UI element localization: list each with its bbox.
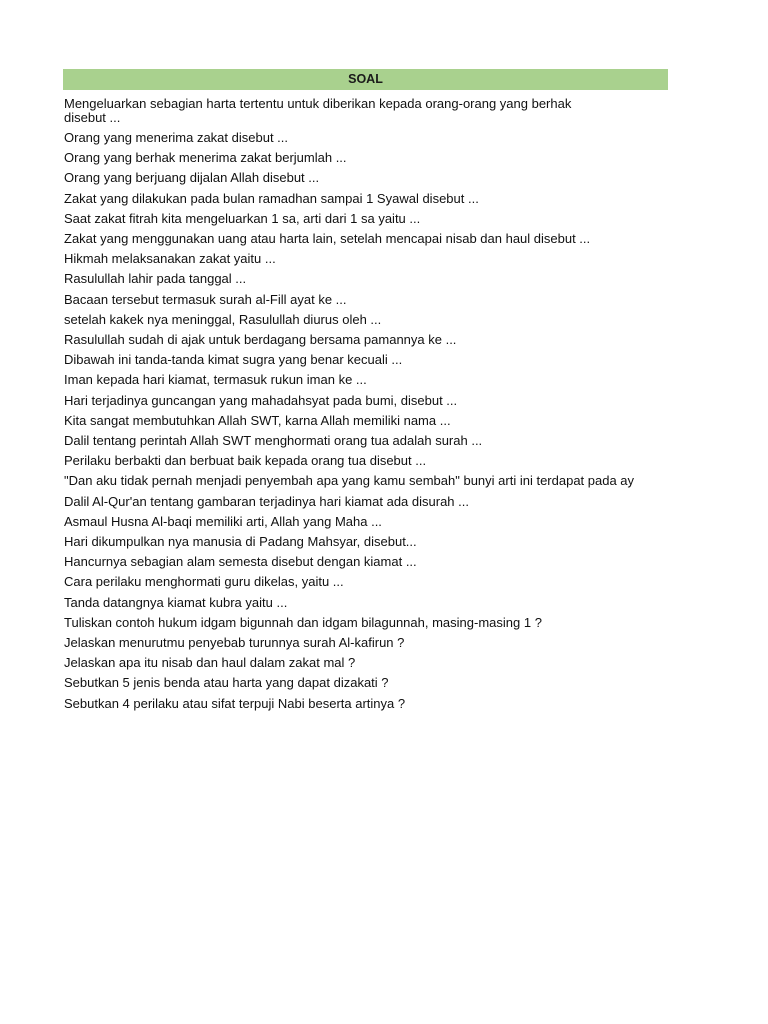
question-row: Bacaan tersebut termasuk surah al-Fill ayat ke ... (64, 291, 347, 307)
question-row: "Dan aku tidak pernah menjadi penyembah apa yang kamu sembah" bunyi arti ini terdapat pada ay (64, 473, 635, 489)
question-row: Zakat yang dilakukan pada bulan ramadhan sampai 1 Syawal disebut ... (64, 190, 479, 206)
question-row: Rasulullah lahir pada tanggal ... (64, 271, 247, 287)
question-row: Kita sangat membutuhkan Allah SWT, karna Allah memiliki nama ... (64, 412, 451, 428)
question-row: Tanda datangnya kiamat kubra yaitu ... (64, 594, 288, 610)
header-cell-soal: SOAL (63, 69, 668, 90)
question-row: Dibawah ini tanda-tanda kimat sugra yang benar kecuali ... (64, 352, 403, 368)
question-row: Iman kepada hari kiamat, termasuk rukun iman ke ... (64, 372, 367, 388)
question-row: Hari dikumpulkan nya manusia di Padang Mahsyar, disebut... (64, 534, 417, 550)
question-row: Saat zakat fitrah kita mengeluarkan 1 sa, arti dari 1 sa yaitu ... (64, 210, 421, 226)
question-row: Asmaul Husna Al-baqi memiliki arti, Allah yang Maha ... (64, 513, 382, 529)
question-row: Cara perilaku menghormati guru dikelas, yaitu ... (64, 574, 344, 590)
question-sheet (63, 69, 668, 714)
question-row: Dalil Al-Qur'an tentang gambaran terjadinya hari kiamat ada disurah ... (64, 493, 469, 509)
question-row: Mengeluarkan sebagian harta tertentu untuk diberikan kepada orang-orang yang berhak disebut ... (64, 96, 572, 125)
question-row: Hancurnya sebagian alam semesta disebut dengan kiamat ... (64, 554, 417, 570)
question-row: Orang yang berjuang dijalan Allah disebut ... (64, 170, 320, 186)
question-row: Tuliskan contoh hukum idgam bigunnah dan idgam bilagunnah, masing-masing 1 ? (64, 614, 542, 630)
question-row: Rasulullah sudah di ajak untuk berdagang bersama pamannya ke ... (64, 332, 457, 348)
question-row: Orang yang berhak menerima zakat berjumlah ... (64, 150, 347, 166)
question-row: Zakat yang menggunakan uang atau harta lain, setelah mencapai nisab dan haul disebut ... (64, 231, 591, 247)
question-row: Dalil tentang perintah Allah SWT menghormati orang tua adalah surah ... (64, 433, 483, 449)
question-row: Orang yang menerima zakat disebut ... (64, 130, 289, 145)
question-row: Hikmah melaksanakan zakat yaitu ... (64, 251, 276, 267)
question-list (63, 96, 668, 714)
question-row: Jelaskan menurutmu penyebab turunnya surah Al-kafirun ? (64, 635, 405, 651)
question-row: Perilaku berbakti dan berbuat baik kepada orang tua disebut ... (64, 453, 427, 469)
question-row: Sebutkan 5 jenis benda atau harta yang dapat dizakati ? (64, 675, 389, 691)
question-row: setelah kakek nya meninggal, Rasulullah diurus oleh ... (64, 311, 382, 327)
question-row: Sebutkan 4 perilaku atau sifat terpuji Nabi beserta artinya ? (64, 695, 406, 711)
question-row: Jelaskan apa itu nisab dan haul dalam zakat mal ? (64, 655, 356, 671)
question-row: Hari terjadinya guncangan yang mahadahsyat pada bumi, disebut ... (64, 392, 458, 408)
